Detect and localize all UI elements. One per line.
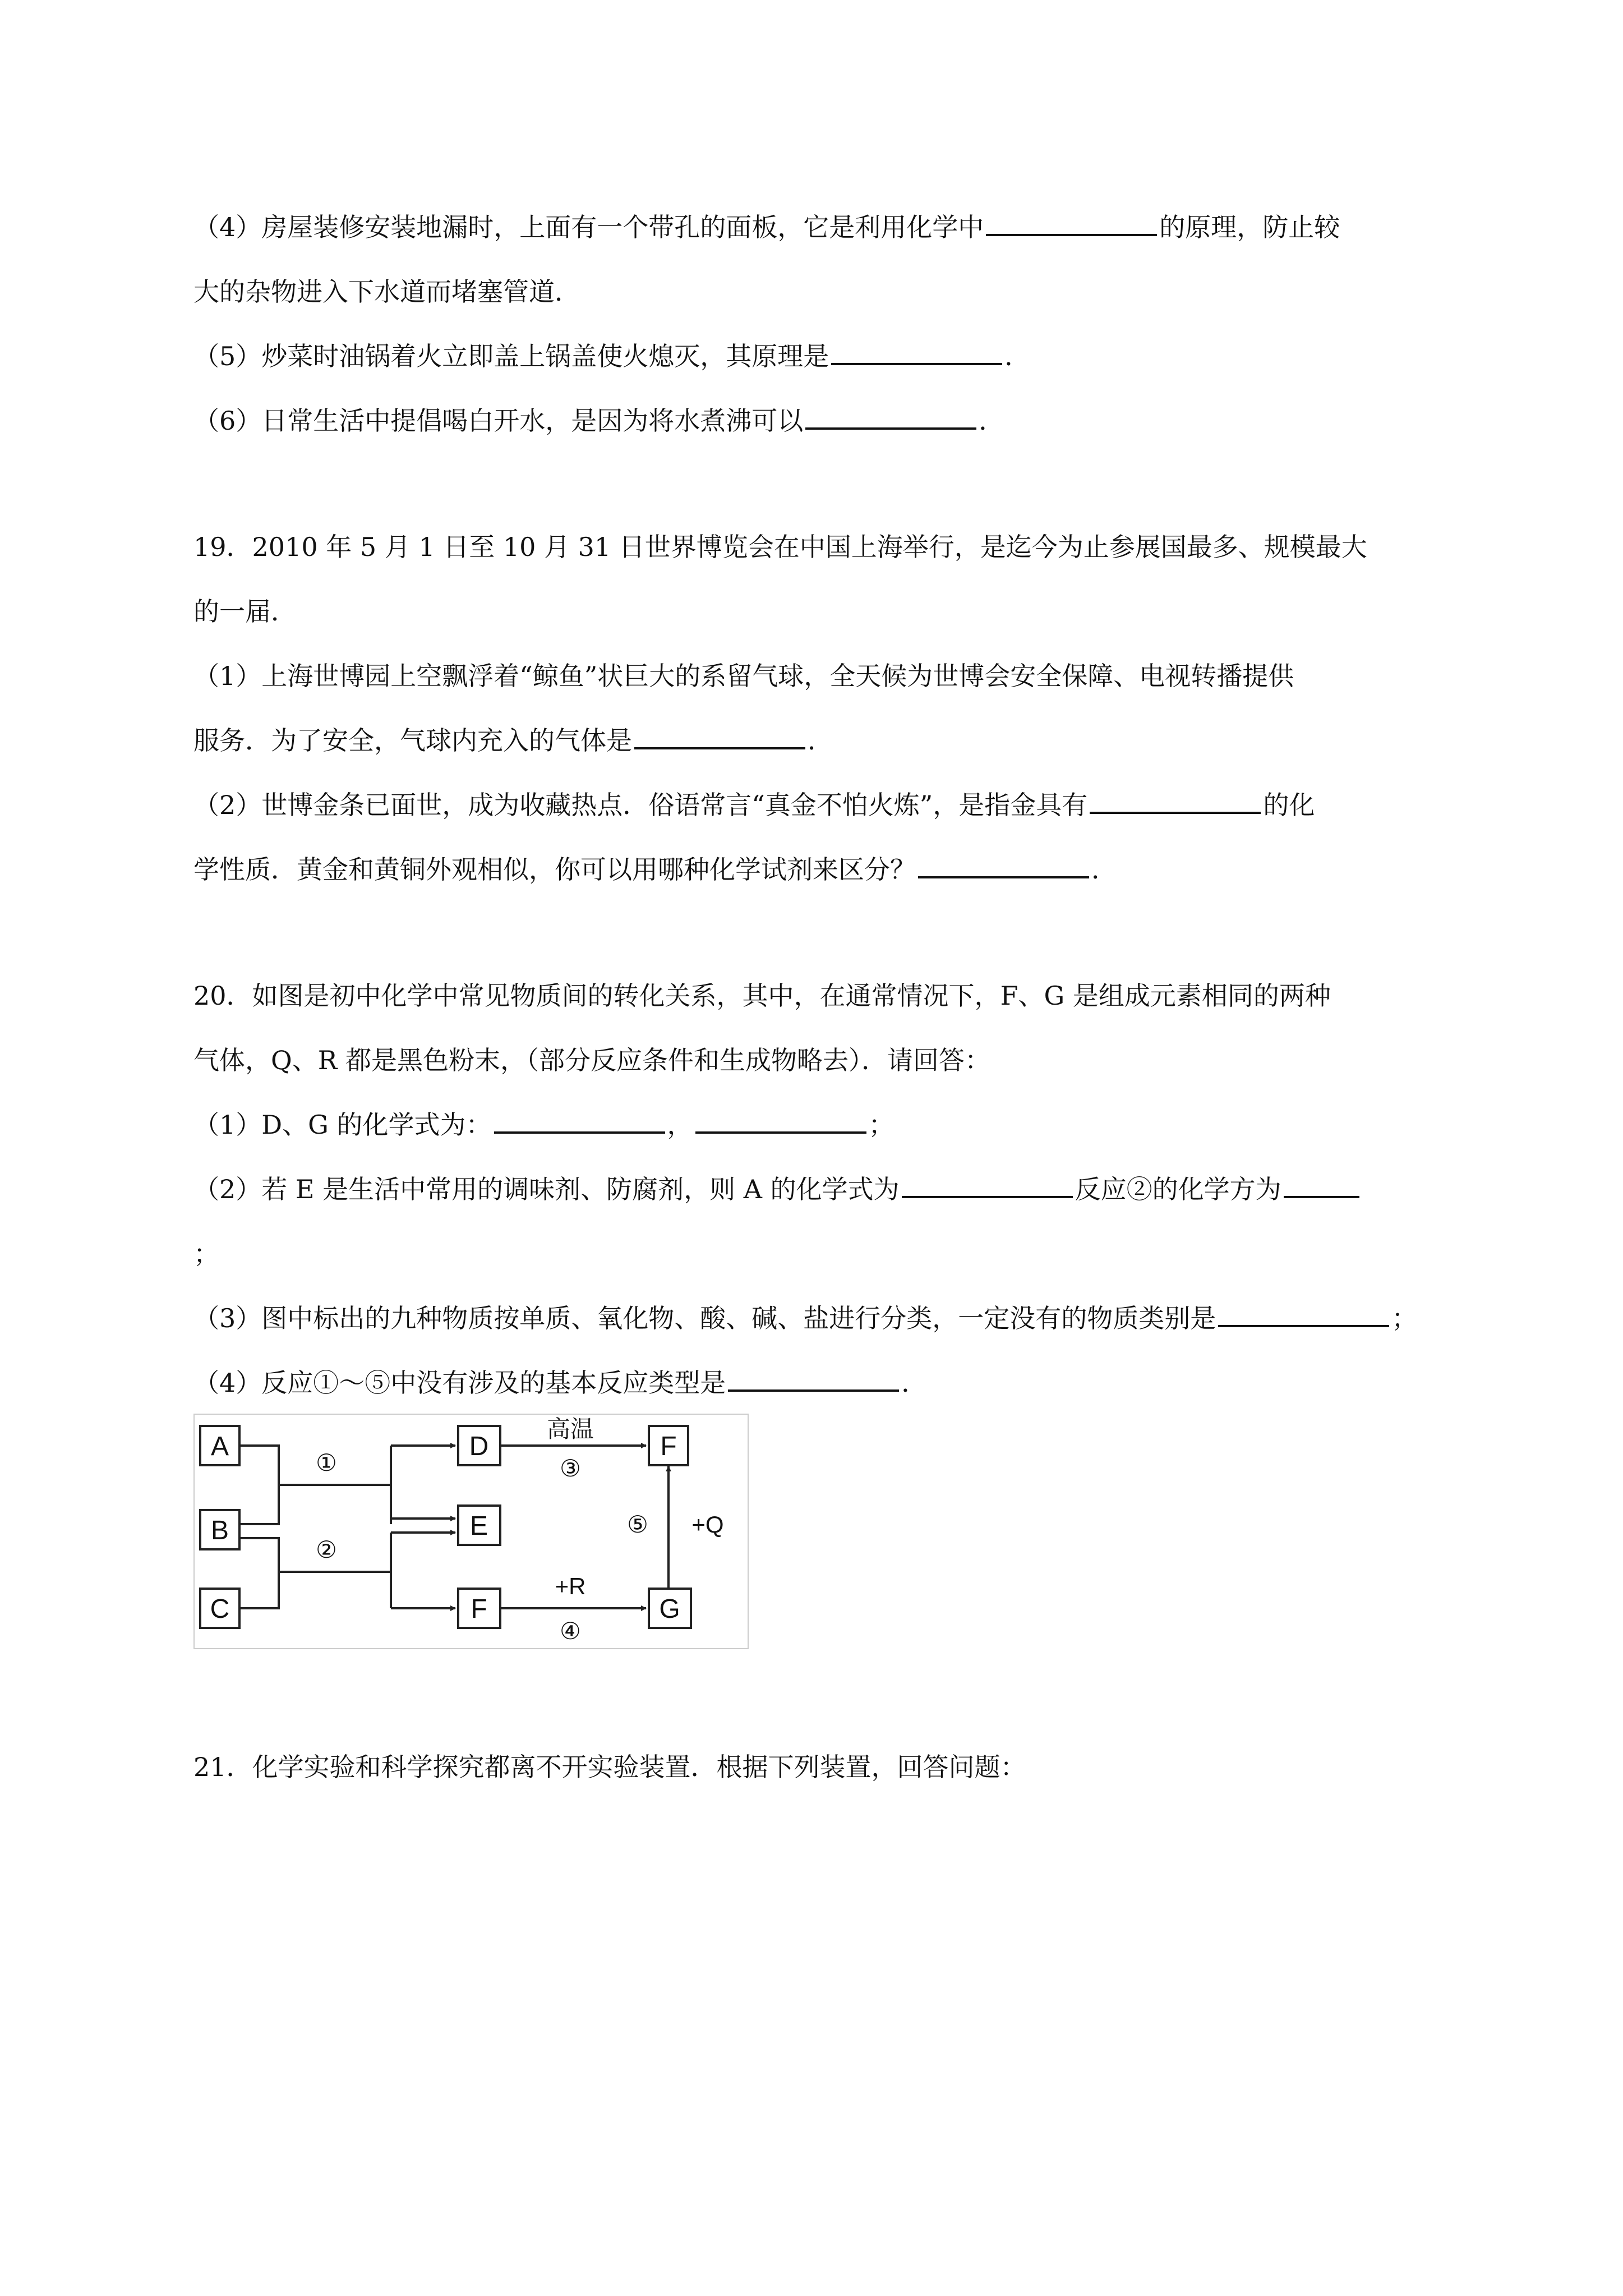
svg-text:C: C: [210, 1594, 230, 1624]
q19-stem-line2: 的一届．: [193, 596, 297, 627]
label-plus-r: +R: [555, 1573, 586, 1599]
q19-stem-line1: 19．2010 年 5 月 1 日至 10 月 31 日世界博览会在中国上海举行，是迄今为止参展国最多、规模最大: [193, 532, 1367, 562]
q20-item4: （4）反应①～⑤中没有涉及的基本反应类型是 ．: [193, 1368, 928, 1398]
q20-stem-line1: 20．如图是初中化学中常见物质间的转化关系，其中，在通常情况下，F、G 是组成元素相同的两种: [193, 981, 1331, 1011]
connector-bc: [239, 1538, 279, 1608]
answer-blank[interactable]: [918, 854, 1089, 878]
node-c: [200, 1589, 239, 1628]
node-d: [458, 1426, 500, 1465]
q20-item2-line1: （2）若 E 是生活中常用的调味剂、防腐剂，则 A 的化学式为 反应②的化学方为: [193, 1172, 1362, 1206]
svg-text:A: A: [210, 1432, 229, 1461]
svg-text:B: B: [210, 1516, 229, 1545]
q19-item1-line1: （1）上海世博园上空飘浮着“鲸鱼”状巨大的系留气球，全天候为世博会安全保障、电视转播提供: [193, 661, 1294, 691]
answer-blank[interactable]: [805, 405, 976, 430]
q19-item2-line1: （2）世博金条已面世，成为收藏热点．俗语常言“真金不怕火炼”，是指金具有 的化: [193, 790, 1315, 820]
connector-ab: [239, 1446, 279, 1524]
answer-blank[interactable]: [728, 1367, 899, 1392]
svg-text:D: D: [469, 1432, 489, 1461]
answer-blank[interactable]: [902, 1174, 1073, 1198]
label-high-temp: 高温: [546, 1416, 594, 1442]
label-plus-q: +Q: [691, 1511, 724, 1538]
q18-item5: （5）炒菜时油锅着火立即盖上锅盖使火熄灭，其原理是 ．: [193, 341, 1031, 371]
q20-item3: （3）图中标出的九种物质按单质、氧化物、酸、碱、盐进行分类，一定没有的物质类别是 ；: [193, 1303, 1418, 1333]
svg-text:G: G: [659, 1594, 680, 1624]
q18-item4-line2: 大的杂物进入下水道而堵塞管道．: [193, 277, 580, 307]
node-a: [200, 1426, 239, 1465]
answer-blank[interactable]: [831, 341, 1002, 365]
svg-text:E: E: [469, 1511, 488, 1541]
label-reaction-1: ①: [316, 1450, 337, 1476]
reaction-diagram-svg: [195, 1415, 748, 1648]
node-f-bottom: [458, 1589, 500, 1628]
answer-blank[interactable]: [494, 1109, 665, 1134]
answer-blank[interactable]: [1218, 1303, 1389, 1327]
answer-blank[interactable]: [986, 211, 1157, 236]
answer-blank[interactable]: [1284, 1174, 1359, 1198]
svg-text:F: F: [471, 1594, 487, 1624]
q21-stem: 21．化学实验和科学探究都离不开实验装置．根据下列装置，回答问题：: [193, 1752, 1026, 1782]
q19-item1-line2: 服务．为了安全，气球内充入的气体是 ．: [193, 725, 833, 756]
node-b: [200, 1510, 239, 1549]
q20-item2-line2: ；: [193, 1239, 219, 1269]
answer-blank[interactable]: [695, 1109, 866, 1134]
q20-item1: （1）D、G 的化学式为： ， ；: [193, 1110, 895, 1140]
label-reaction-4: ④: [560, 1618, 581, 1644]
answer-blank[interactable]: [634, 725, 805, 749]
node-e: [458, 1506, 500, 1545]
q18-item6: （6）日常生活中提倡喝白开水，是因为将水煮沸可以 ．: [193, 406, 1005, 436]
svg-text:F: F: [660, 1432, 677, 1461]
reaction-diagram: [193, 1414, 749, 1649]
answer-blank[interactable]: [1090, 789, 1261, 814]
q18-item4-line1: （4）房屋装修安装地漏时，上面有一个带孔的面板，它是利用化学中 的原理，防止较: [193, 212, 1340, 242]
q19-item2-line2: 学性质．黄金和黄铜外观相似，你可以用哪种化学试剂来区分？ ．: [193, 854, 1117, 885]
q20-stem-line2: 气体，Q、R 都是黑色粉末，（部分反应条件和生成物略去）．请回答：: [193, 1045, 990, 1075]
label-reaction-2: ②: [316, 1536, 337, 1563]
label-reaction-5: ⑤: [627, 1511, 648, 1538]
node-g: [649, 1589, 691, 1628]
label-reaction-3: ③: [560, 1455, 581, 1481]
node-f-top: [649, 1426, 688, 1465]
